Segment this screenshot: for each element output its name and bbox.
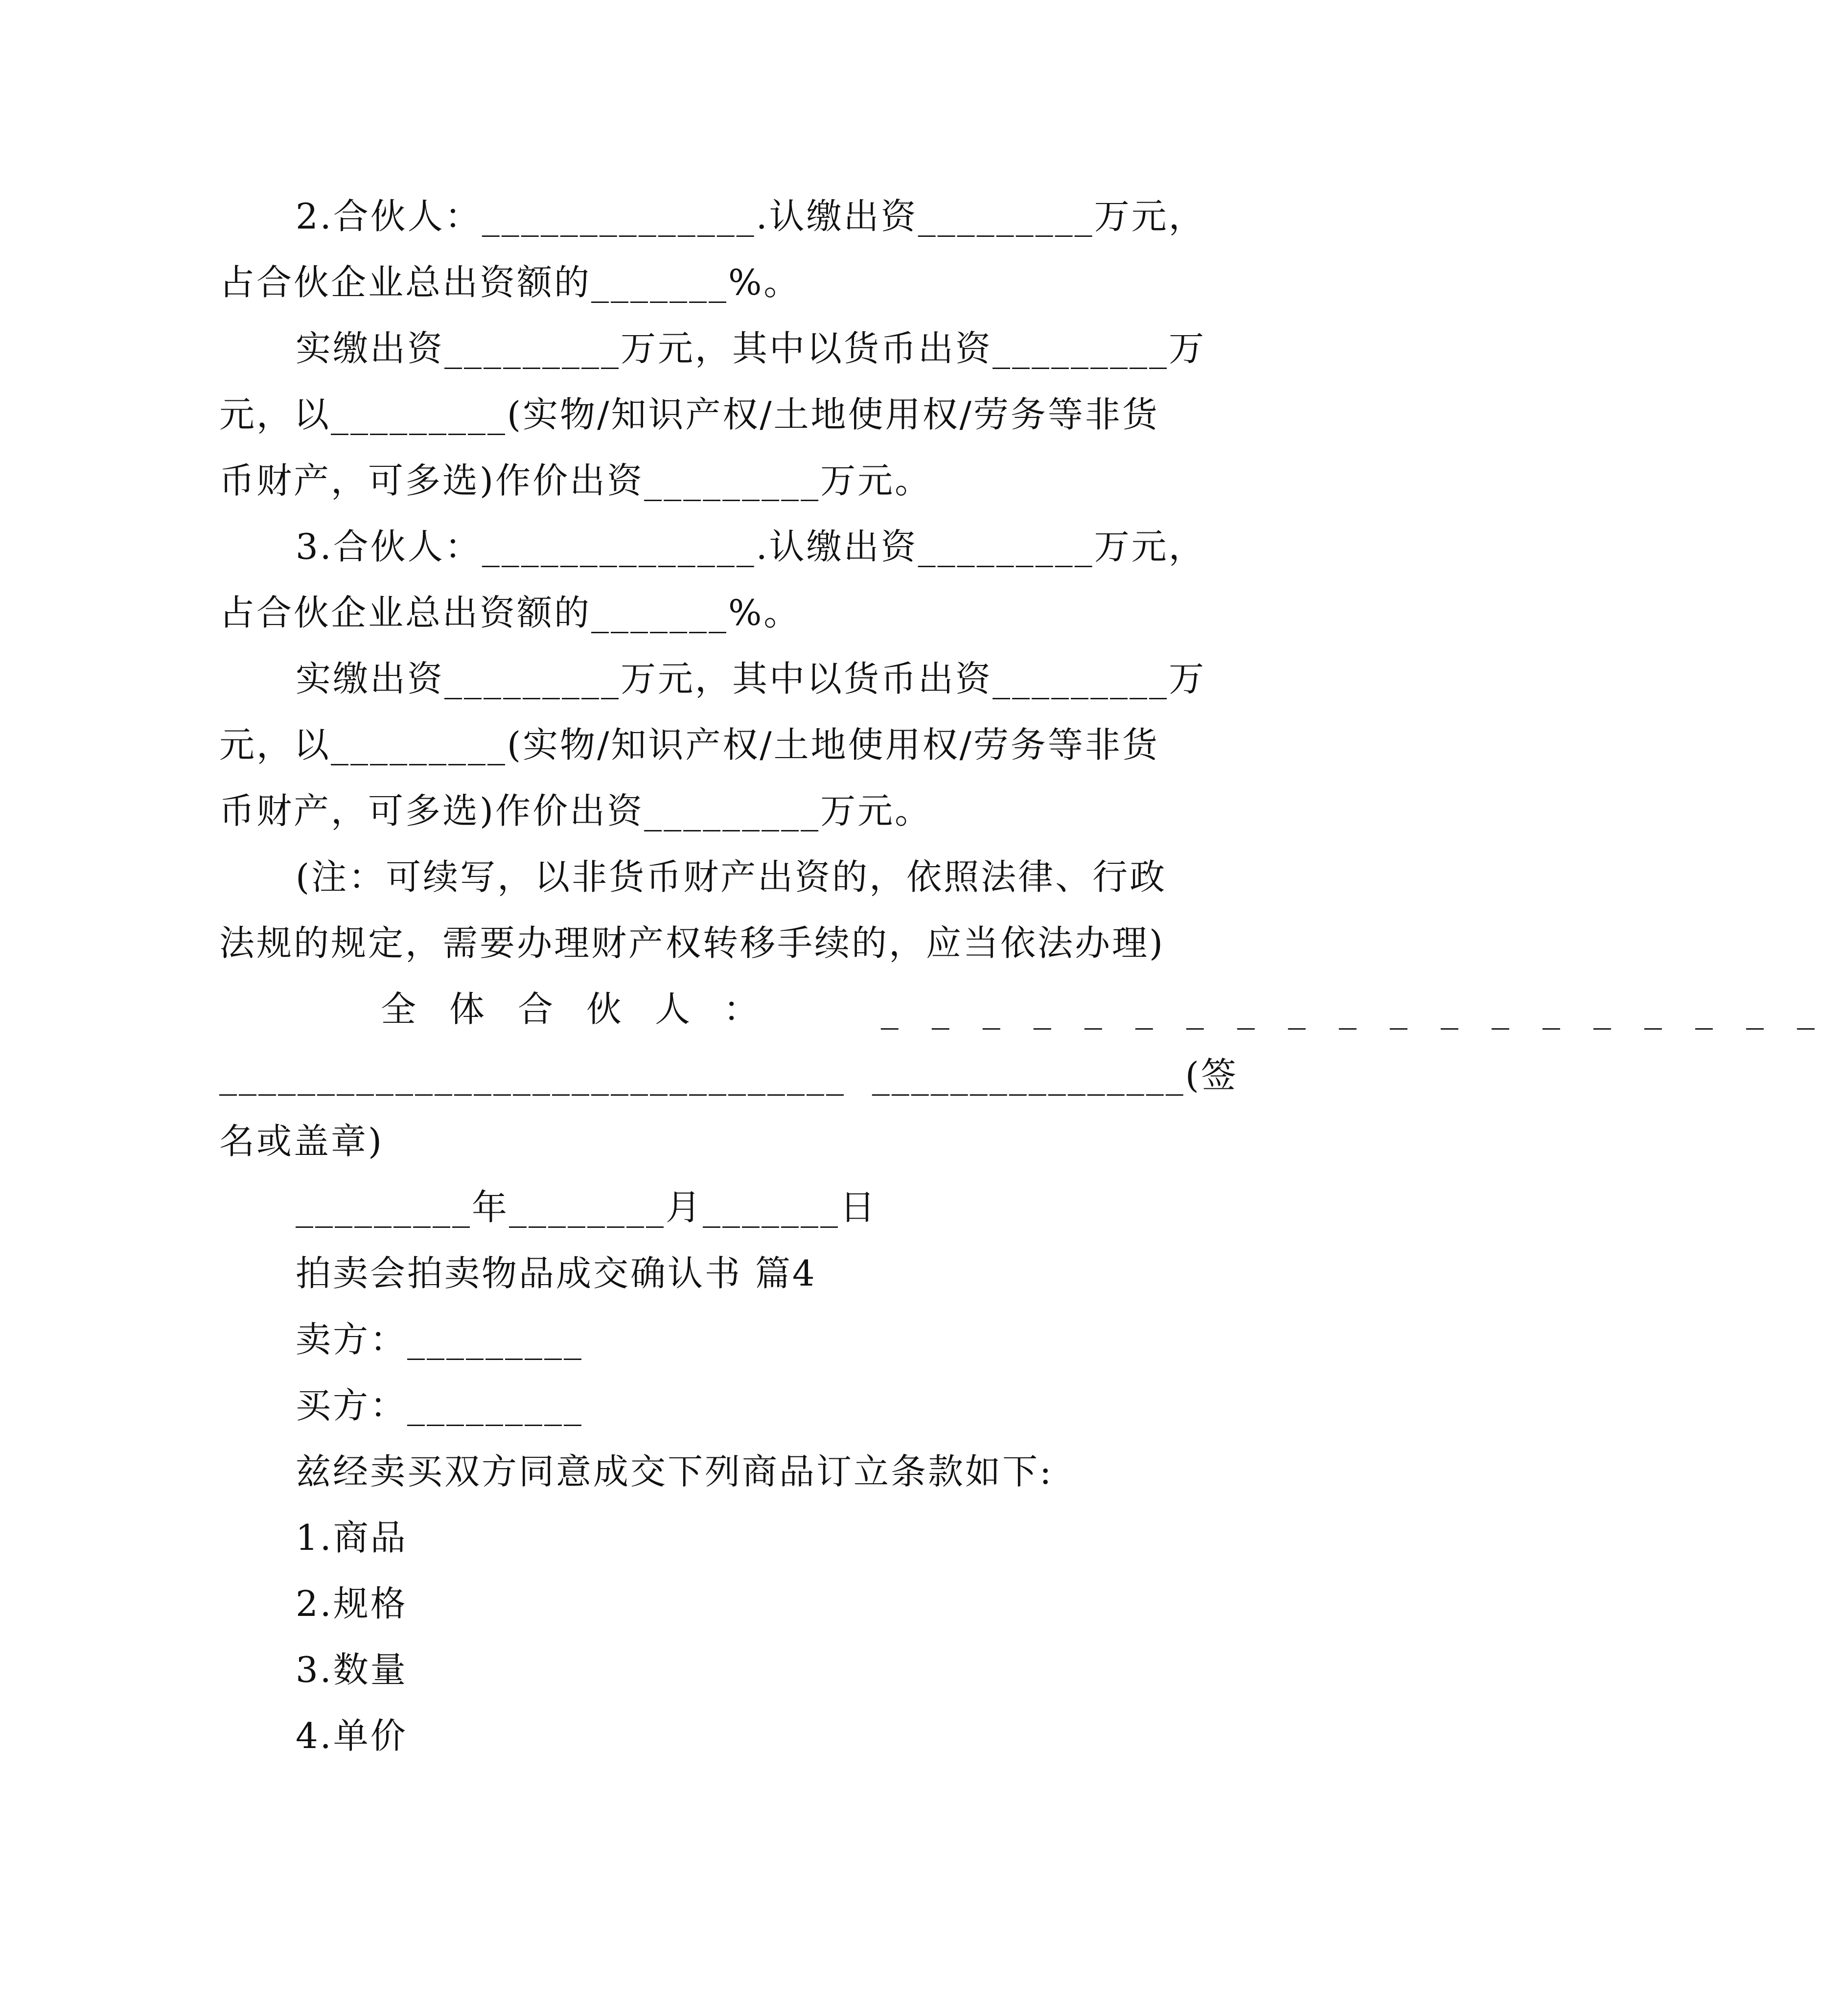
- signature-blank-line: ________________________________ ________________(签: [219, 1055, 1238, 1096]
- partner-3-line: 3.合伙人：______________.认缴出资_________万元，: [296, 526, 1206, 567]
- non-cash-assets-line: 元，以_________(实物/知识产权/土地使用权/劳务等非货: [219, 724, 1159, 765]
- partner-3-share-line: 占合伙企业总出资额的_______%。: [219, 592, 801, 633]
- term-item: 4.单价: [296, 1715, 408, 1756]
- non-cash-assets-line: 元，以_________(实物/知识产权/土地使用权/劳务等非货: [219, 394, 1159, 435]
- note-line: (注：可续写，以非货币财产出资的，依照法律、行政: [296, 856, 1167, 898]
- seller-line: 卖方：_________: [296, 1319, 584, 1360]
- buyer-line: 买方：_________: [296, 1385, 584, 1426]
- terms-intro-line: 兹经卖买双方同意成交下列商品订立条款如下:: [296, 1451, 1054, 1492]
- term-item: 1.商品: [296, 1517, 408, 1558]
- paid-in-capital-line: 实缴出资_________万元，其中以货币出资_________万: [296, 658, 1206, 699]
- signature-note-line: 名或盖章): [219, 1121, 384, 1162]
- valuation-line: 币财产，可多选)作价出资_________万元。: [219, 460, 932, 501]
- partner-2-line: 2.合伙人：______________.认缴出资_________万元，: [296, 196, 1206, 237]
- paid-in-capital-line: 实缴出资_________万元，其中以货币出资_________万: [296, 328, 1206, 369]
- section-title: 拍卖会拍卖物品成交确认书 篇4: [296, 1253, 817, 1294]
- all-partners-signature-line: 全体合伙人： ___________________: [381, 989, 1848, 1030]
- date-line: _________年________月_______日: [296, 1187, 877, 1228]
- note-line-continued: 法规的规定，需要办理财产权转移手续的，应当依法办理): [219, 922, 1165, 964]
- term-item: 2.规格: [296, 1583, 408, 1624]
- term-item: 3.数量: [296, 1649, 408, 1690]
- partner-2-share-line: 占合伙企业总出资额的_______%。: [219, 262, 801, 303]
- valuation-line: 币财产，可多选)作价出资_________万元。: [219, 790, 932, 831]
